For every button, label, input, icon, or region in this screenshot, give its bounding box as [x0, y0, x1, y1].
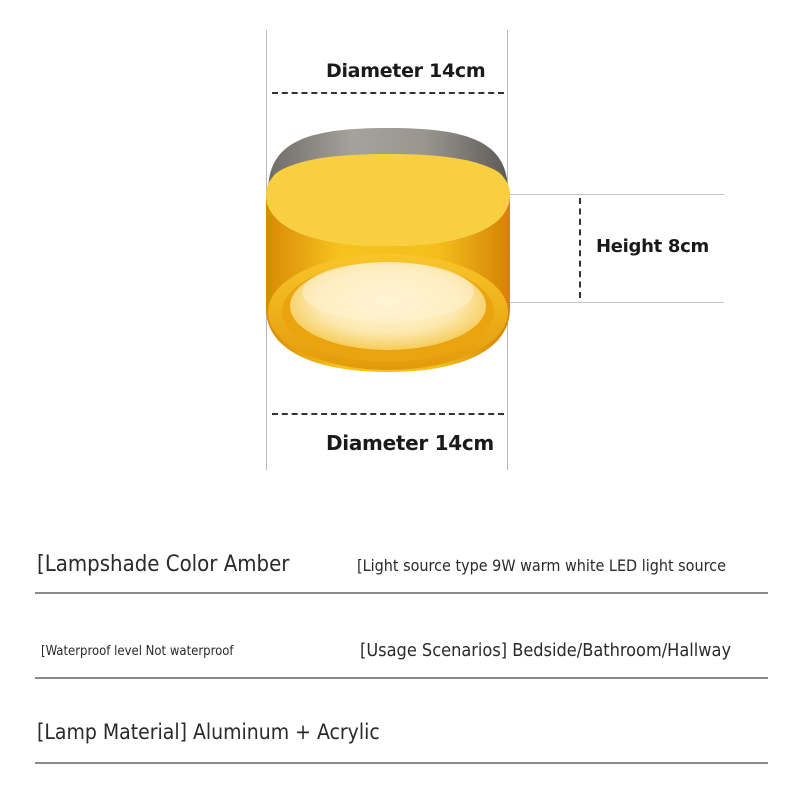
height-bottom-extension-line	[507, 302, 724, 303]
spec-divider-3	[35, 762, 768, 764]
lampshade-color-spec: [Lampshade Color Amber	[37, 552, 290, 577]
spec-divider-2	[35, 677, 768, 679]
height-top-extension-line	[507, 194, 724, 195]
top-diameter-label: Diameter 14cm	[326, 60, 486, 82]
light-source-spec: [Light source type 9W warm white LED light source	[357, 556, 726, 575]
spec-divider-1	[35, 592, 768, 594]
height-label: Height 8cm	[596, 236, 709, 257]
lamp-material-spec: [Lamp Material] Aluminum + Acrylic	[37, 720, 380, 744]
bottom-diameter-dashed-line	[272, 413, 504, 415]
waterproof-spec: [Waterproof level Not waterproof	[41, 644, 234, 659]
ceiling-lamp-image	[262, 122, 514, 378]
usage-scenarios-spec: [Usage Scenarios] Bedside/Bathroom/Hallway	[360, 640, 732, 661]
top-diameter-dashed-line	[272, 92, 504, 94]
bottom-diameter-label: Diameter 14cm	[326, 431, 494, 455]
height-dashed-line	[579, 198, 581, 298]
